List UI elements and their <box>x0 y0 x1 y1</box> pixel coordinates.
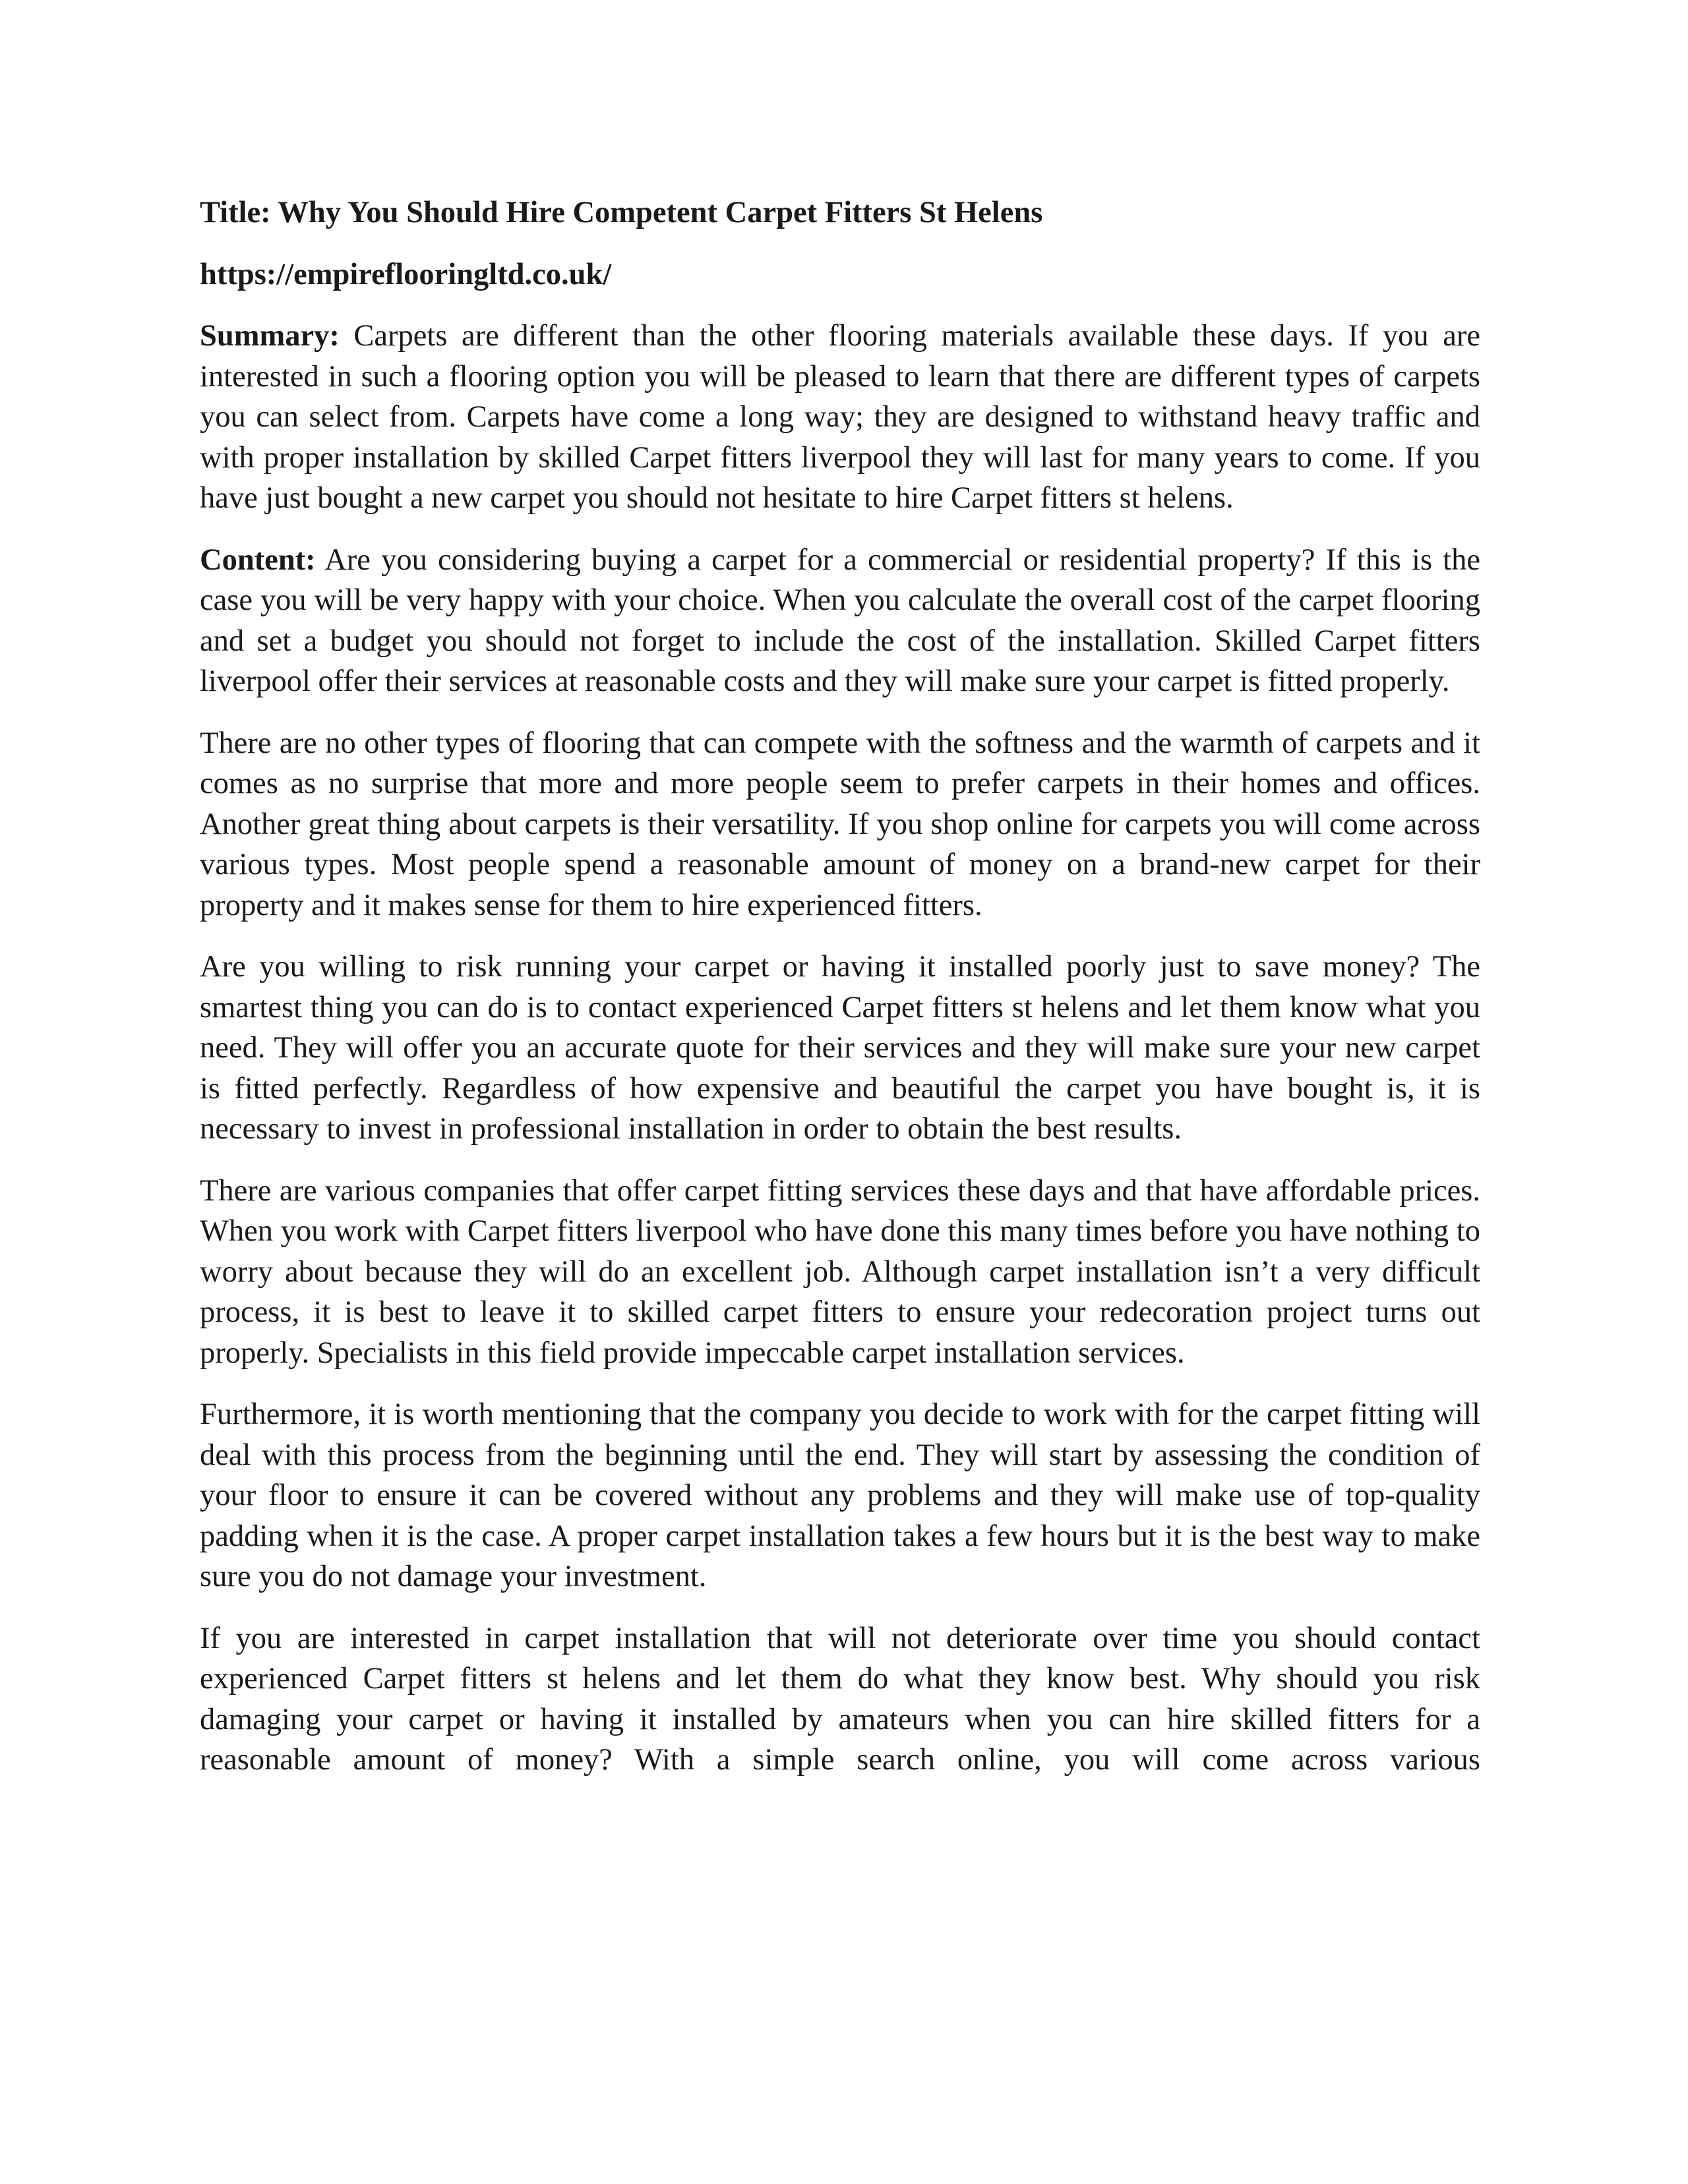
content-paragraph <box>200 540 1480 702</box>
summary-label: Summary: <box>200 319 340 353</box>
body-paragraph: Are you willing to risk running your carpet or having it installed poorly just to save money? The smartest thing you can do is to contact experienced Carpet fitters st helens and let them know what you need. They will offer you an accurate quote for their services and they will make sure your new carpet is fitted perfectly. Regardless of how expensive and beautiful the carpet you have bought is, it is necessary to invest in professional installation in order to obtain the best results. <box>200 950 1480 1146</box>
content-label: Content: <box>200 543 316 577</box>
body-paragraph: If you are interested in carpet installation that will not deteriorate over time you should contact experienced Carpet fitters st helens and let them do what they know best. Why should you risk damaging your carpet or having it installed by amateurs when you can hire skilled fitters for a reasonable amount of money? With a simple search online, you will come across various <box>200 1621 1480 1777</box>
summary-paragraph <box>200 316 1480 519</box>
document-url: https://empireflooringltd.co.uk/ <box>200 257 612 291</box>
document-title: Title: Why You Should Hire Competent Carpet Fitters St Helens <box>200 196 1043 229</box>
body-paragraph: There are no other types of flooring that can compete with the softness and the warmth of carpets and it comes as no surprise that more and more people seem to prefer carpets in their homes and offices. Another great thing about carpets is their versatility. If you shop online for carpets you will come across various types. Most people spend a reasonable amount of money on a brand-new carpet for their property and it makes sense for them to hire experienced fitters. <box>200 726 1480 922</box>
body-paragraph: There are various companies that offer carpet fitting services these days and that have affordable prices. When you work with Carpet fitters liverpool who have done this many times before you have nothing to worry about because they will do an excellent job. Although carpet installation isn’t a very difficult process, it is best to leave it to skilled carpet fitters to ensure your redecoration project turns out properly. Specialists in this field provide impeccable carpet installation services. <box>200 1173 1480 1370</box>
document-body <box>200 192 1480 1802</box>
content-text: Are you considering buying a carpet for a commercial or residential property? If this is the case you will be very happy with your choice. When you calculate the overall cost of the carpet flooring and set a budget you should not forget to include the cost of the installation. Skilled Carpet fitters liverpool offer their services at reasonable costs and they will make sure your carpet is fitted properly. <box>200 543 1480 698</box>
body-paragraph: Furthermore, it is worth mentioning that the company you decide to work with for the carpet fitting will deal with this process from the beginning until the end. They will start by assessing the condition of your floor to ensure it can be covered without any problems and they will make use of top-quality padding when it is the case. A proper carpet installation takes a few hours but it is the best way to make sure you do not damage your investment. <box>200 1398 1480 1593</box>
summary-text: Carpets are different than the other flooring materials available these days. If you are interested in such a flooring option you will be pleased to learn that there are different types of carpets you can select from. Carpets have come a long way; they are designed to withstand heavy traffic and with proper installation by skilled Carpet fitters liverpool they will last for many years to come. If you have just bought a new carpet you should not hesitate to hire Carpet fitters st helens. <box>200 319 1480 515</box>
